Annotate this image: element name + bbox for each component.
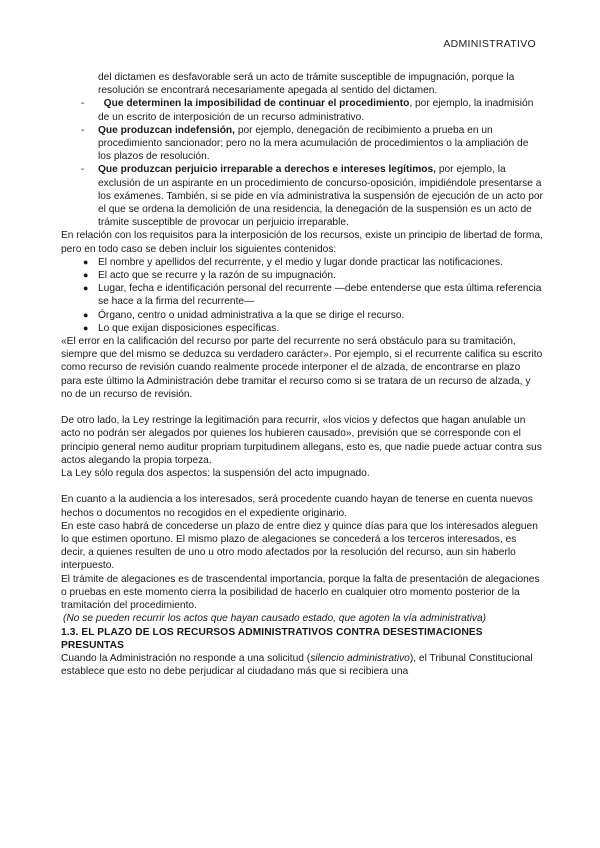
silencio-paragraph [61, 652, 543, 678]
paragraph-spacer [61, 401, 543, 414]
paragraph-spacer [61, 480, 543, 493]
bullet-marker: ● [83, 283, 89, 294]
dash-item-bold: Que determinen la imposibilidad de continuar el procedimiento [103, 98, 410, 110]
document-body [61, 71, 543, 678]
dash-list-item [61, 163, 543, 229]
page-header-title: ADMINISTRATIVO [443, 38, 536, 50]
legitimacion-paragraph: De otro lado, la Ley restringe la legitimación para recurrir, «los vicios y defectos que hagan anulable un acto no podrán ser alegados por quienes los hubieren causado», previsión que se corresponde con el principio general nemo auditur propriam turpitudinem allegans, esto es, que nadie puede actuar contra sus actos alegando la propia torpeza. [61, 415, 542, 466]
bullet-item-text: El acto que se recurre y la razón de su impugnación. [98, 270, 336, 282]
bullet-item-text: Órgano, centro o unidad administrativa a la que se dirige el recurso. [98, 309, 405, 321]
bullet-item-text: Lugar, fecha e identificación personal del recurrente —debe entenderse que esta última referencia se hace a la firma del recurrente— [98, 283, 542, 308]
dash-item-bold: Que produzcan indefensión, [98, 124, 235, 136]
error-calificacion-paragraph: «El error en la calificación del recurso por parte del recurrente no será obstáculo para su tramitación, siempre que del mismo se deduzca su verdadero carácter». Por ejemplo, si el recurrente califica su escrito como recurso de revisión cuando realmente procede interponer el de alzada, de encontrarse en plazo para este último la Administración debe tramitar el recurso como si se tratara de un recurso de alzada, y no de un recurso de revisión. [61, 336, 543, 400]
section-heading: 1.3. EL PLAZO DE LOS RECURSOS ADMINISTRATIVOS CONTRA DESESTIMACIONES PRESUNTAS [61, 626, 483, 651]
continued-paragraph: del dictamen es desfavorable será un acto de trámite susceptible de impugnación, porque la resolución se encontrará necesariamente apegada al sentido del dictamen. [98, 72, 515, 97]
silencio-text-end: ), el Tribunal Constitucional establece que esto no debe perjudicar al ciudadano más que si recibiera una [61, 652, 533, 678]
bullet-marker: ● [83, 256, 89, 267]
bullet-item-text: El nombre y apellidos del recurrente, y el medio y lugar donde practicar las notificaciones. [98, 256, 503, 268]
plazo-alegaciones-paragraph: En este caso habrá de concederse un plazo de entre diez y quince días para que los interesados aleguen lo que estimen oportuno. El mismo plazo de alegaciones se concederá a los terceros interesados, es decir, a quienes resulten de uno u otro modo afectados por la resolución del recurso, aun sin haberlo interpuesto. [61, 520, 538, 572]
tramite-alegaciones-paragraph: El trámite de alegaciones es de trascendental importancia, porque la falta de presentación de alegaciones o pruebas en este momento cierra la posibilidad de hacerlo en cualquier otro momento posterior de la tramitación del procedimiento. [61, 573, 540, 612]
dash-list-item [61, 97, 543, 123]
dash-marker: - [81, 164, 85, 176]
dash-list-item [61, 124, 543, 164]
audiencia-paragraph: En cuanto a la audiencia a los interesados, será procedente cuando hayan de tenerse en cuenta nuevos hechos o documentos no recogidos en el expediente originario. [61, 494, 533, 519]
silencio-italic-term: silencio administrativo [310, 652, 410, 664]
dash-item-text: por ejemplo, denegación de recibimiento a prueba en un procedimiento sancionador; pero no la mera acumulación de procedimientos o la ampliación de los plazos de resolución. [98, 124, 529, 163]
dash-marker: - [81, 124, 85, 136]
bullet-marker: ● [83, 322, 89, 333]
requisitos-paragraph: En relación con los requisitos para la interposición de los recursos, existe un principio de libertad de forma, pero en todo caso se deben incluir los siguientes contenidos: [61, 230, 543, 255]
bullet-marker: ● [83, 270, 89, 281]
bullet-list-item [61, 322, 543, 335]
bullet-item-text: Lo que exijan disposiciones específicas. [98, 322, 280, 334]
dash-item-bold: Que produzcan perjuicio irreparable a derechos e intereses legítimos, [98, 164, 436, 176]
bullet-list-item [61, 269, 543, 282]
dash-item-text: por ejemplo, la exclusión de un aspirante en un procedimiento de concurso-oposición, impidiéndole presentarse a los exámenes. También, si se pide en vía administrativa la suspensión de ejecución de un acto por el que se ordena la demolición de una residencia, la denegación de la suspensión es un acto de trámite susceptible de provocar un perjuicio irreparable. [98, 164, 543, 229]
dash-item-text: , por ejemplo, la inadmisión de un escrito de interposición de un recurso administrativo. [98, 98, 534, 123]
bullet-marker: ● [83, 309, 89, 320]
bullet-list-item [61, 282, 543, 308]
suspension-paragraph: La Ley sólo regula dos aspectos: la suspensión del acto impugnado. [61, 468, 370, 480]
italic-note: (No se pueden recurrir los actos que hayan causado estado, que agoten la vía administrativa) [63, 613, 487, 625]
bullet-list-item [61, 309, 543, 322]
bullet-list-item [61, 256, 543, 269]
silencio-text-start: Cuando la Administración no responde a una solicitud ( [61, 652, 311, 664]
dash-marker: - [81, 98, 85, 110]
